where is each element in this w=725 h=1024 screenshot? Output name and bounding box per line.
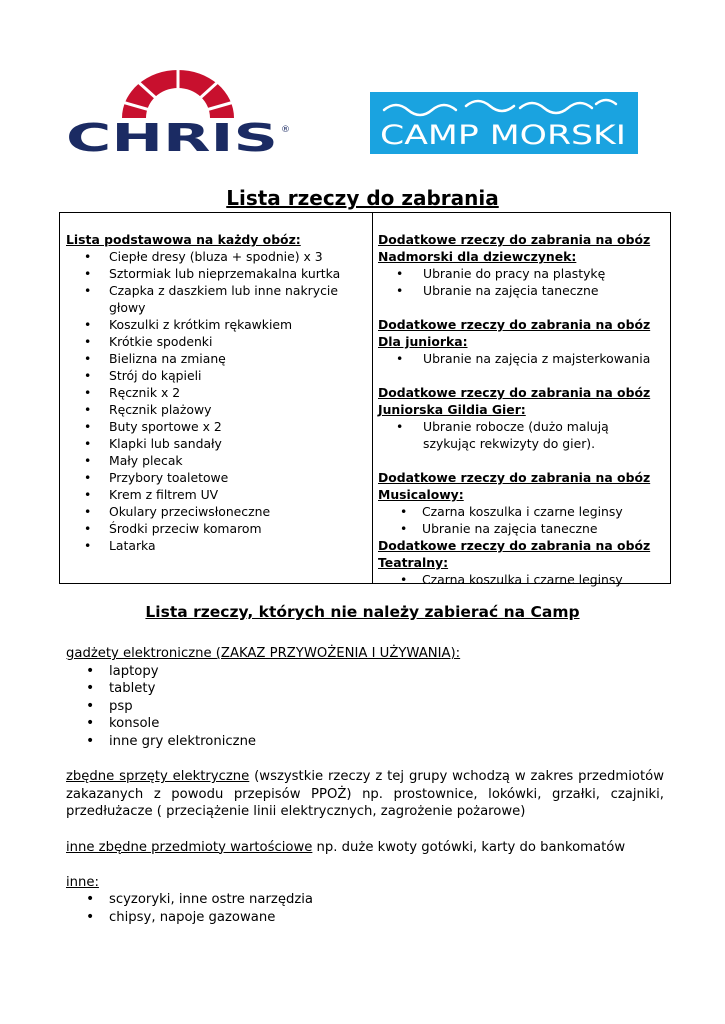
other-header: inne: [66, 874, 99, 890]
extra-list-item: • Czarna koszulka i czarne leginsy [378, 571, 663, 588]
extra-section-header: Dodatkowe rzeczy do zabrania na obóz [378, 470, 651, 485]
extra-section-camp-name: Juniorska Gildia Gier: [378, 402, 526, 417]
extra-list-column [378, 231, 663, 588]
basic-list-item: • Strój do kąpieli [66, 367, 366, 384]
forbidden-title: Lista rzeczy, których nie należy zabierać na Camp [145, 603, 580, 621]
basic-list-item: • Klapki lub sandały [66, 435, 366, 452]
valuables-header: inne zbędne przedmioty wartościowe [66, 839, 313, 855]
chris-logo [64, 66, 292, 156]
extra-list-item: • Ubranie do pracy na plastykę [378, 265, 663, 282]
electronics-item: • laptopy [66, 663, 664, 681]
basic-list-item: • Przybory toaletowe [66, 469, 366, 486]
electronics-list [66, 663, 664, 751]
basic-list-item: • Krem z filtrem UV [66, 486, 366, 503]
page-title: Lista rzeczy do zabrania [226, 186, 499, 210]
other-list [66, 891, 664, 926]
camp-morski-logo [370, 92, 638, 154]
valuables-text: np. duże kwoty gotówki, karty do bankomatów [312, 839, 626, 855]
electrical-text: (wszystkie rzeczy z tej grupy wchodzą w zakres przedmiotów zakazanych z powodu przepisów PPOŻ) np. prostownice, lokówki, grzałki, czajniki, przedłużacze ( przeciążenie linii elektrycznych, zagrożenie pożarowe) [66, 769, 664, 820]
extra-section-list [378, 571, 663, 588]
basic-list-item: • Buty sportowe x 2 [66, 418, 366, 435]
electronics-item: • inne gry elektroniczne [66, 733, 664, 751]
extra-section-header: Dodatkowe rzeczy do zabrania na obóz [378, 385, 651, 400]
extra-section-camp-name: Dla juniorka: [378, 334, 468, 349]
extra-list-item: • Czarna koszulka i czarne leginsy [378, 503, 663, 520]
other-item: • scyzoryki, inne ostre narzędzia [66, 891, 664, 909]
basic-list-item: • Latarka [66, 537, 366, 554]
basic-list-header: Lista podstawowa na każdy obóz: [66, 232, 301, 247]
basic-list-column [66, 231, 366, 554]
other-item: • chipsy, napoje gazowane [66, 909, 664, 927]
basic-list-item: • Okulary przeciwsłoneczne [66, 503, 366, 520]
extra-section-camp-name: Musicalowy: [378, 487, 464, 502]
camp-morski-logo-text: CAMP MORSKI [380, 120, 626, 151]
basic-list-item: • Krótkie spodenki [66, 333, 366, 350]
extra-section-list [378, 418, 663, 452]
extra-section-list [378, 503, 663, 537]
extra-section-list [378, 350, 663, 367]
basic-list-item: • Ciepłe dresy (bluza + spodnie) x 3 [66, 248, 366, 265]
forbidden-section [66, 645, 664, 927]
basic-list-item: • Ręcznik x 2 [66, 384, 366, 401]
electronics-header: gadżety elektroniczne (ZAKAZ PRZYWOŻENIA I UŻYWANIA): [66, 646, 461, 661]
chris-logo-text: CHRIS [66, 116, 278, 156]
electrical-paragraph [66, 768, 664, 821]
extra-section-header: Dodatkowe rzeczy do zabrania na obóz [378, 317, 651, 332]
basic-list-item: • Bielizna na zmianę [66, 350, 366, 367]
basic-list-item: • Środki przeciw komarom [66, 520, 366, 537]
basic-list-item: • Czapka z daszkiem lub inne nakrycie głowy [66, 282, 366, 316]
extra-list-item: • Ubranie na zajęcia taneczne [378, 282, 663, 299]
extra-section-list [378, 265, 663, 299]
extra-section-camp-name: Teatralny: [378, 555, 449, 570]
extra-list-item: • Ubranie na zajęcia taneczne [378, 520, 663, 537]
table-divider [372, 212, 373, 584]
electrical-header: zbędne sprzęty elektryczne [66, 769, 250, 785]
basic-list-item: • Koszulki z krótkim rękawkiem [66, 316, 366, 333]
basic-list-item: • Sztormiak lub nieprzemakalna kurtka [66, 265, 366, 282]
extra-section-camp-name: Nadmorski dla dziewczynek: [378, 249, 577, 264]
extra-section-header: Dodatkowe rzeczy do zabrania na obóz [378, 232, 651, 247]
electronics-item: • konsole [66, 715, 664, 733]
registered-mark: ® [281, 125, 290, 135]
basic-list-item: • Mały plecak [66, 452, 366, 469]
basic-list [66, 248, 366, 554]
valuables-paragraph [66, 839, 664, 857]
extra-section-header: Dodatkowe rzeczy do zabrania na obóz [378, 538, 651, 553]
electronics-item: • psp [66, 698, 664, 716]
basic-list-item: • Ręcznik plażowy [66, 401, 366, 418]
extra-list-item: • Ubranie na zajęcia z majsterkowania [378, 350, 663, 367]
extra-list-item: • Ubranie robocze (dużo malują szykując rekwizyty do gier). [378, 418, 663, 452]
electronics-item: • tablety [66, 680, 664, 698]
